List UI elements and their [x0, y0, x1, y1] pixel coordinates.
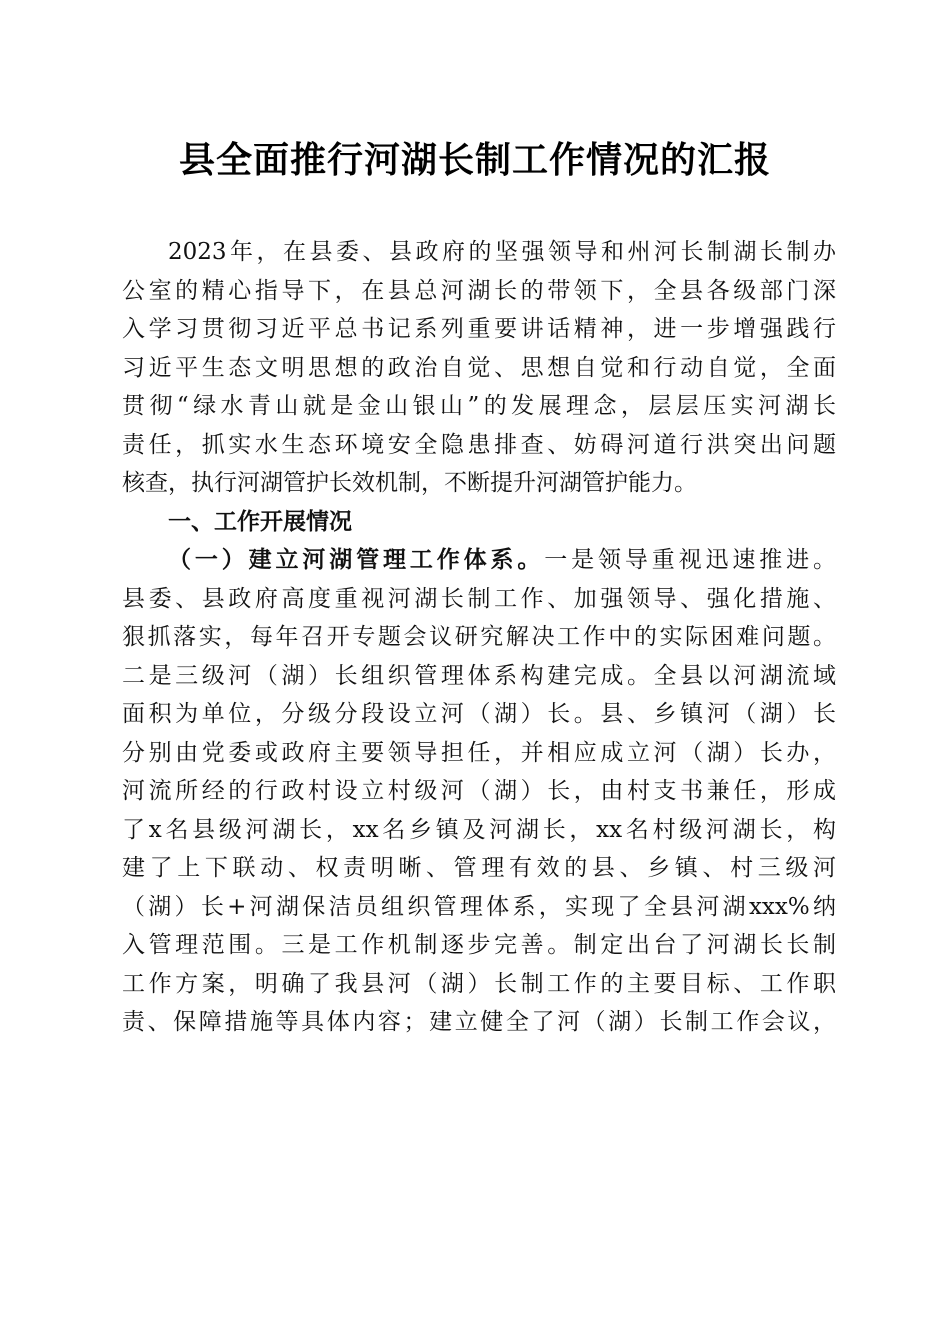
paragraph-line: 工作方案，明确了我县河（湖）长制工作的主要目标、工作职 [122, 970, 836, 997]
paragraph-line: 河流所经的行政村设立村级河（湖）长，由村支书兼任，形成 [122, 778, 836, 804]
paragraph-line: 核查，执行河湖管护长效机制，不断提升河湖管护能力。 [122, 470, 697, 496]
paragraph-line: 公室的精心指导下，在县总河湖长的带领下，全县各级部门深 [122, 277, 836, 304]
paragraph-line: 责任，抓实水生态环境安全隐患排查、妨碍河道行洪突出问题 [122, 431, 836, 458]
section-heading: 一、工作开展情况 [168, 507, 352, 535]
paragraph-line: 县委、县政府高度重视河湖长制工作、加强领导、强化措施、 [122, 585, 836, 612]
paragraph-line: 建了上下联动、权责明晰、管理有效的县、乡镇、村三级河 [122, 855, 836, 881]
paragraph-line: 入学习贯彻习近平总书记系列重要讲话精神，进一步增强践行 [122, 316, 836, 342]
paragraph-line: 二是三级河（湖）长组织管理体系构建完成。全县以河湖流域 [122, 662, 836, 689]
paragraph-line: 了x名县级河湖长，xx名乡镇及河湖长，xx名村级河湖长，构 [122, 816, 836, 843]
paragraph-line: 分别由党委或政府主要领导担任，并相应成立河（湖）长办， [122, 739, 836, 766]
paragraph-line: 狠抓落实，每年召开专题会议研究解决工作中的实际困难问题。 [122, 624, 836, 650]
subsection-heading: （一）建立河湖管理工作体系。 [168, 546, 545, 573]
paragraph-line: 习近平生态文明思想的政治自觉、思想自觉和行动自觉，全面 [122, 354, 836, 381]
paragraph-line: 责、保障措施等具体内容；建立健全了河（湖）长制工作会议， [122, 1009, 836, 1035]
subsection-first-line-text: 一是领导重视迅速推进。 [544, 547, 836, 573]
paragraph-line: （湖）长+河湖保洁员组织管理体系，实现了全县河湖xxx%纳 [122, 893, 836, 920]
document-body [122, 233, 836, 1042]
paragraph-line: 面积为单位，分级分段设立河（湖）长。县、乡镇河（湖）长 [122, 701, 836, 727]
document-title: 县全面推行河湖长制工作情况的汇报 [178, 139, 771, 181]
paragraph-line: 贯彻“绿水青山就是金山银山”的发展理念，层层压实河湖长 [122, 393, 836, 419]
subsection-first-line [122, 541, 836, 580]
paragraph-line: 入管理范围。三是工作机制逐步完善。制定出台了河湖长长制 [122, 932, 836, 958]
paragraph-line: 2023年，在县委、县政府的坚强领导和州河长制湖长制办 [168, 239, 836, 265]
